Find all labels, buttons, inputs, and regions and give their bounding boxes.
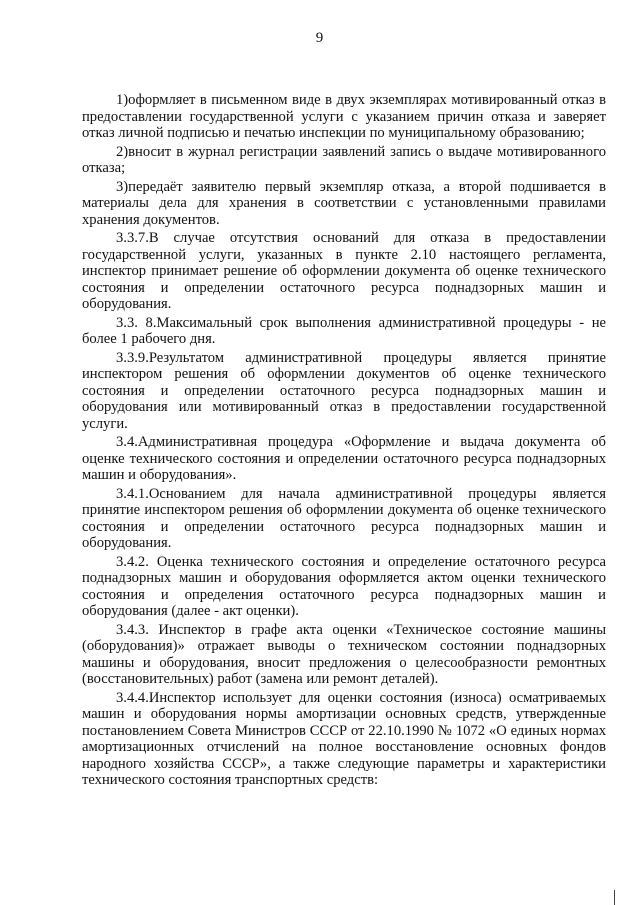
paragraph-3-4-3: 3.4.3. Инспектор в графе акта оценки «Техническое состояние машины (оборудования)» отражает выводы о техническом состоянии поднадзорных машины и оборудования, вносит предложения о целесообразности ремонтных (восстановительных) работ (замена или ремонт деталей).: [82, 621, 606, 687]
paragraph-3-4: 3.4.Административная процедура «Оформление и выдача документа об оценке технического состояния и определении остаточного ресурса поднадзорных машин и оборудования».: [82, 434, 606, 483]
scan-edge-mark: [614, 890, 615, 905]
paragraph-3-3-7: 3.3.7.В случае отсутствия оснований для отказа в предоставлении государственной услуги, указанных в пункте 2.10 настоящего регламента, инспектор принимает решение об оформлении документа об оценке технического состояния и определении остаточного ресурса поднадзорных машин и оборудования.: [82, 230, 606, 312]
paragraph-refusal-form: 1)оформляет в письменном виде в двух экземплярах мотивированный отказ в предоставлении государственной услуги с указанием причин отказа и заверяет отказ личной подписью и печатью инспекции по муниципальному образованию;: [82, 92, 606, 141]
page-number: 9: [315, 30, 325, 46]
paragraph-3-4-1: 3.4.1.Основанием для начала административной процедуры является принятие инспектором решения об оформлении документа об оценке технического состояния и определении остаточного ресурса поднадзорных машин и оборудования.: [82, 485, 606, 551]
paragraph-3-3-8: 3.3. 8.Максимальный срок выполнения административной процедуры - не более 1 рабочего дня.: [82, 314, 606, 347]
paragraph-journal-entry: 2)вносит в журнал регистрации заявлений запись о выдаче мотивированного отказа;: [82, 143, 606, 176]
paragraph-refusal-transfer: 3)передаёт заявителю первый экземпляр отказа, а второй подшивается в материалы дела для хранения в соответствии с установленными правилами хранения документов.: [82, 178, 606, 228]
paragraph-3-3-9: 3.3.9.Результатом административной процедуры является принятие инспектором решения об оформлении документов об оценке технического состояния и определении остаточного ресурса поднадзорных машин и оборудования или мотивированный отказ в предоставлении государственной услуги.: [82, 349, 606, 432]
paragraph-3-4-2: 3.4.2. Оценка технического состояния и определение остаточного ресурса поднадзорных машин и оборудования оформляется актом оценки технического состояния и определения остаточного ресурса поднадзорных машин и оборудования (далее - акт оценки).: [82, 553, 606, 619]
paragraph-3-4-4: 3.4.4.Инспектор использует для оценки состояния (износа) осматриваемых машин и оборудования нормы амортизации основных средств, утвержденные постановлением Совета Министров СССР от 22.10.1990 № 1072 «О единых нормах амортизационных отчислений на полное восстановление основных фондов народного хозяйства СССР», а также следующие параметры и характеристики технического состояния транспортных средств:: [82, 689, 606, 788]
document-body: [82, 92, 606, 791]
